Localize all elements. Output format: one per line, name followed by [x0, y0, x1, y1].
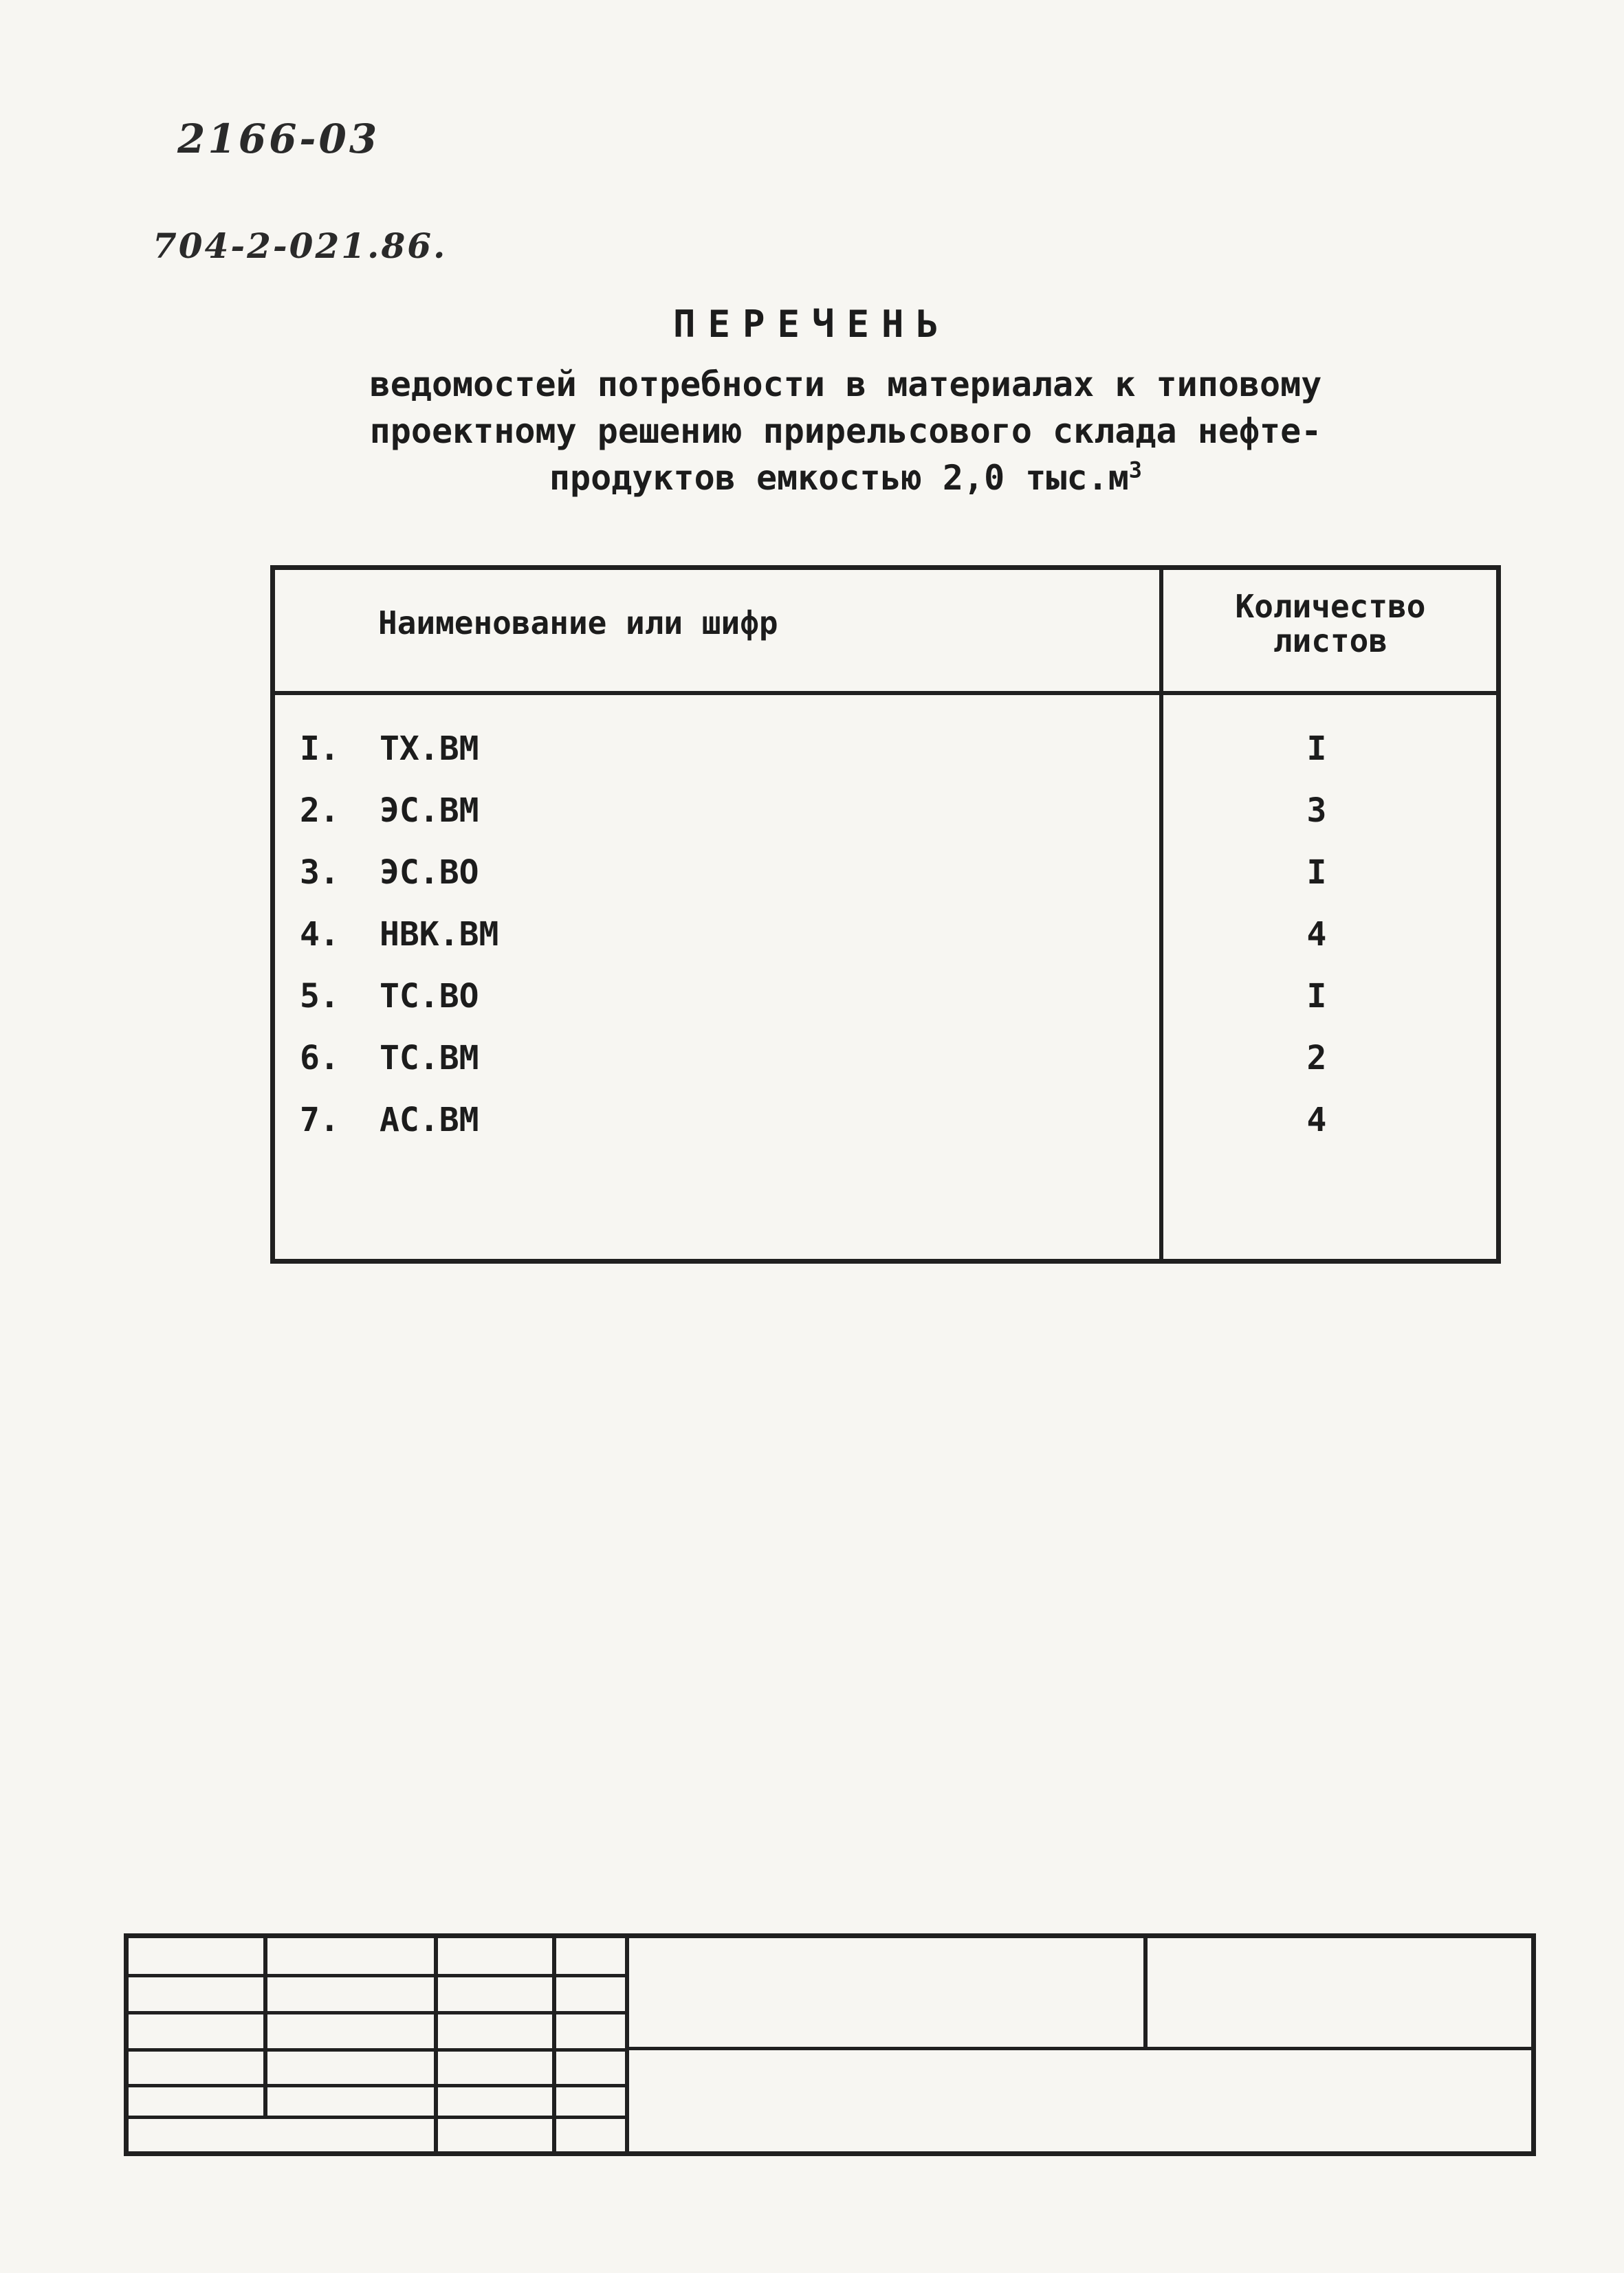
- title-block-divider: [434, 1938, 438, 2151]
- header-count-line-1: Количество: [1235, 588, 1426, 625]
- row-number: 4.: [300, 915, 340, 954]
- subtitle-line-3: [296, 454, 1396, 501]
- row-sheets: 4: [1306, 915, 1327, 954]
- row-code: ТС.ВМ: [380, 1039, 479, 1077]
- title-block-rule: [625, 2047, 1533, 2050]
- table-row: [275, 1094, 1496, 1149]
- row-sheets: 4: [1306, 1101, 1327, 1139]
- documents-table: [270, 565, 1501, 1264]
- row-code: ТС.ВО: [380, 977, 479, 1015]
- handwritten-inventory-code: 2166-03: [177, 116, 380, 162]
- row-number: I.: [300, 729, 340, 768]
- row-number: 6.: [300, 1039, 340, 1077]
- table-row: [275, 846, 1496, 901]
- document-heading: ПЕРЕЧЕНЬ: [672, 303, 952, 346]
- title-block-divider: [625, 1938, 629, 2151]
- title-block-divider: [263, 1938, 267, 2116]
- row-code: ЭС.ВМ: [380, 791, 479, 830]
- row-code: АС.ВМ: [380, 1101, 479, 1139]
- row-sheets: I: [1306, 977, 1327, 1015]
- header-name-or-code: Наименование или шифр: [378, 604, 778, 641]
- subtitle-line-3-text: продуктов емкостью 2,0 тыс.м: [549, 458, 1129, 498]
- table-row: [275, 970, 1496, 1025]
- subtitle-line-1: ведомостей потребности в материалах к типовому: [369, 364, 1322, 404]
- row-sheets: 3: [1306, 791, 1327, 830]
- row-number: 5.: [300, 977, 340, 1015]
- title-block-divider: [552, 1938, 556, 2151]
- row-code: НВК.ВМ: [380, 915, 499, 954]
- subtitle-line-2: проектному решению прирельсового склада нефте-: [369, 411, 1322, 451]
- title-block-rule: [129, 2116, 625, 2119]
- title-block-rule: [129, 2011, 625, 2014]
- row-sheets: I: [1306, 853, 1327, 892]
- table-row: [275, 784, 1496, 839]
- header-count-line-2: листов: [1273, 622, 1388, 659]
- row-sheets: 2: [1306, 1039, 1327, 1077]
- row-number: 7.: [300, 1101, 340, 1139]
- handwritten-project-code: 704-2-021.86.: [153, 226, 448, 266]
- table-row: [275, 1032, 1496, 1087]
- table-row: [275, 908, 1496, 963]
- title-block-rule: [129, 2048, 625, 2052]
- row-number: 3.: [300, 853, 340, 892]
- document-subtitle: [296, 361, 1396, 501]
- title-block-rule: [129, 2084, 625, 2087]
- cubic-superscript: 3: [1128, 457, 1143, 483]
- row-code: ТХ.ВМ: [380, 729, 479, 768]
- row-sheets: I: [1306, 729, 1327, 768]
- row-number: 2.: [300, 791, 340, 830]
- table-row: [275, 723, 1496, 778]
- drawing-title-block: [124, 1933, 1536, 2156]
- row-code: ЭС.ВО: [380, 853, 479, 892]
- title-block-divider: [1143, 1938, 1148, 2047]
- header-sheet-count: [1169, 589, 1492, 658]
- title-block-rule: [129, 1974, 625, 1977]
- table-header-rule: [275, 691, 1496, 695]
